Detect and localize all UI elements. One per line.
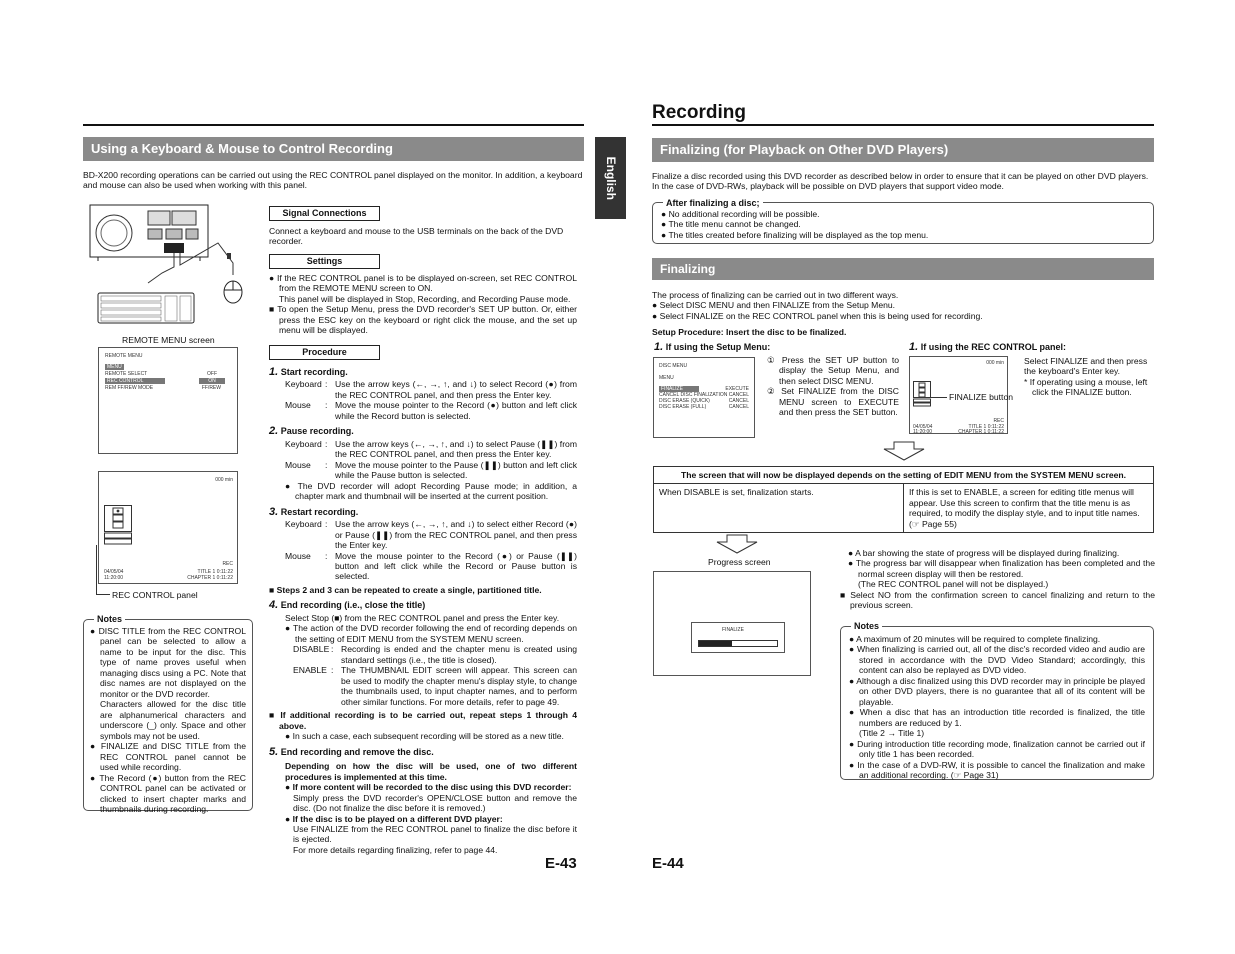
finalizing-item: ● Select FINALIZE on the REC CONTROL panel when this is being used for recording. bbox=[652, 310, 983, 321]
step-3-note: ■ Steps 2 and 3 can be repeated to create a single, partitioned title. bbox=[269, 584, 542, 595]
rec-panel-leader bbox=[96, 545, 97, 594]
mouse-icon bbox=[222, 278, 244, 304]
disc-row-value: CANCEL bbox=[728, 404, 749, 411]
progress-info bbox=[840, 548, 1155, 611]
disc-row-label: CANCEL DISC FINALIZATION bbox=[659, 392, 728, 399]
right-intro: Finalize a disc recorded using this DVD recorder as described below in order to ensure that it can be played on other DVD players. In the case of DVD-RWs, playback will be possible on DVD players that support video mode. bbox=[652, 171, 1149, 192]
rec-control-value: ON bbox=[199, 378, 225, 384]
left-intro: BD-X200 recording operations can be carried out using the REC CONTROL panel displayed on the monitor. In addition, a keyboard and mouse can also be used when working with this panel. bbox=[83, 170, 583, 191]
finalizing-intro: The process of finalizing can be carried out in two different ways. bbox=[652, 290, 899, 300]
after-finalizing-box bbox=[652, 198, 1154, 244]
procedure-label: Procedure bbox=[269, 345, 380, 360]
right-section-title: Finalizing (for Playback on Other DVD Players) bbox=[652, 138, 1154, 162]
progress-item: ● The progress bar will disappear when finalization has been completed and the normal screen display will then be restored. bbox=[848, 558, 1155, 579]
disc-row-value: CANCEL bbox=[728, 398, 749, 405]
left-notes-title: Notes bbox=[94, 614, 125, 625]
arrow-down-icon bbox=[882, 441, 926, 461]
small-screen-time: 11:20:00 bbox=[913, 429, 933, 435]
settings-item: This panel will be displayed in Stop, Recording, and Recording Pause mode. bbox=[279, 293, 571, 304]
note-item: ● FINALIZE and DISC TITLE from the REC CONTROL panel cannot be used while recording. bbox=[90, 741, 246, 773]
step-5-b2-text: Use FINALIZE from the REC CONTROL panel to finalize the disc before it is ejected. bbox=[293, 823, 577, 845]
method-2-text-block bbox=[1024, 356, 1155, 398]
method-1-steps bbox=[767, 355, 899, 418]
step-4-note-bullet: ● In such a case, each subsequent recording will be stored as a new title. bbox=[285, 731, 564, 742]
step-2-mouse: Mouse : Move the mouse pointer to the Pause (❚❚) button and left click while the Pause button is selected. bbox=[285, 459, 577, 481]
method-2-note: * If operating using a mouse, left click the FINALIZE button. bbox=[1024, 376, 1148, 398]
rec-screen-title: TITLE 1 0:11:22 bbox=[197, 569, 233, 575]
note-item: ● DISC TITLE from the REC CONTROL panel can be selected to allow a name to be input for the disc. This type of name proves useful when managing discs using a PC. Note that disc names are not displayed on the monitor or the DVD recorder. bbox=[90, 626, 246, 699]
keyboard-icon bbox=[97, 290, 197, 326]
method-1-step-2: ② Set FINALIZE from the DISC MENU screen to EXECUTE and then press the SET button. bbox=[767, 386, 899, 418]
finalize-button-label: FINALIZE button bbox=[949, 392, 1014, 402]
note-item: ● During introduction title recording mode, finalization cannot be carried out if only title 1 has been recorded. bbox=[849, 738, 1145, 760]
step-3-title: 3. Restart recording. bbox=[269, 505, 359, 518]
progress-caption: Progress screen bbox=[708, 557, 771, 567]
right-top-rule bbox=[652, 124, 1154, 126]
right-notes bbox=[840, 621, 1154, 781]
finalize-leader bbox=[925, 397, 947, 398]
note-item: Characters allowed for the disc title are alphanumerical characters and underscore (_) only. Space and other symbols may not be used. bbox=[100, 699, 246, 741]
rec-screen-rec: REC bbox=[222, 561, 233, 567]
right-page-number: E-44 bbox=[652, 855, 684, 872]
settings-label: Settings bbox=[269, 254, 380, 269]
step-5-b1-text: Simply press the DVD recorder's OPEN/CLOSE button and remove the disc. (Do not finalize the disc before it is removed.) bbox=[293, 792, 577, 814]
finalizing-intro-block bbox=[652, 290, 1154, 321]
small-screen-title: TITLE 1 0:11:22 bbox=[968, 424, 1004, 430]
menu-chip: MENU bbox=[107, 364, 122, 371]
note-item: ● A maximum of 20 minutes will be required to complete finalizing. bbox=[849, 634, 1101, 644]
step-1-keyboard: Keyboard : Use the arrow keys (←, →, ↑, and ↓) to select Record (●) from the REC CONTROL panel, and then press the Enter key. bbox=[285, 379, 577, 400]
rec-control-label: REC CONTROL bbox=[105, 378, 165, 384]
step-5-intro: Depending on how the disc will be used, one of two different procedures is implemented at this time. bbox=[285, 761, 577, 782]
disc-row-label: DISC ERASE (QUICK) bbox=[659, 398, 710, 405]
progress-item: (The REC CONTROL panel will not be displayed.) bbox=[858, 579, 1049, 590]
small-screen-rec: REC bbox=[993, 418, 1004, 424]
page-title: Recording bbox=[652, 102, 746, 123]
rem-ffrew-value: FF/REW bbox=[201, 385, 221, 392]
progress-fill bbox=[699, 641, 732, 646]
rem-ffrew-label: REM FF/REW MODE bbox=[105, 385, 154, 392]
disc-menu-sub: MENU bbox=[659, 375, 674, 382]
rec-screen-date: 04/05/04 bbox=[104, 569, 124, 575]
small-screen-minutes: 000 min bbox=[986, 360, 1004, 366]
step-3-mouse: Mouse : Move the mouse pointer to the Record (●) or Pause (❚❚) button and left click while the Record or Pause button is selected. bbox=[285, 550, 577, 582]
table-enable-cell: If this is set to ENABLE, a screen for editing title menus will appear. Use this screen to confirm that the title menu is as required, to modify the display style, and to input title names. (☞ Page 55) bbox=[904, 484, 1154, 533]
left-notes bbox=[83, 614, 253, 815]
after-item: ● The title menu cannot be changed. bbox=[661, 219, 801, 230]
after-item: ● The titles created before finalizing will be displayed as the top menu. bbox=[661, 229, 929, 240]
step-2-keyboard: Keyboard : Use the arrow keys (←, →, ↑, and ↓) to select Pause (❚❚) from the REC CONTROL panel, and then press the Enter key. bbox=[285, 438, 577, 460]
step-4-note: ■ If additional recording is to be carried out, repeat steps 1 through 4 above. bbox=[269, 710, 577, 731]
step-5-b2-text2: For more details regarding finalizing, refer to page 44. bbox=[293, 844, 498, 855]
step-5-b2-head: ● If the disc is to be played on a different DVD player: bbox=[285, 813, 503, 824]
disc-row-value: CANCEL bbox=[728, 392, 749, 399]
right-notes-title: Notes bbox=[851, 621, 882, 632]
step-3-keyboard: Keyboard : Use the arrow keys (←, →, ↑, and ↓) to select either Record (●) or Pause (❚❚) from the REC CONTROL panel, and then press the Enter key. bbox=[285, 519, 577, 551]
rec-panel-caption: REC CONTROL panel bbox=[112, 590, 198, 600]
remote-menu-caption: REMOTE MENU screen bbox=[122, 335, 215, 345]
note-item: ● When finalizing is carried out, all of the disc's recorded video and audio are stored in accordance with the DVD Video Standard; accordingly, this content can also be replayed as DVD video. bbox=[849, 644, 1145, 676]
arrow-down-icon bbox=[715, 534, 759, 554]
table-disable-cell: When DISABLE is set, finalization starts. bbox=[654, 484, 904, 533]
remote-menu-title: REMOTE MENU bbox=[105, 353, 143, 359]
rec-panel-leader-h bbox=[96, 594, 110, 595]
method-2-text: Select FINALIZE and then press the keyboard's Enter key. bbox=[1024, 356, 1148, 377]
rec-screen-minutes: 000 min bbox=[215, 477, 233, 483]
after-finalizing-title: After finalizing a disc; bbox=[663, 198, 763, 209]
note-item: (Title 2 → Title 1) bbox=[859, 728, 925, 739]
step-2-bullet: ● The DVD recorder will adopt Recording Pause mode; in addition, a chapter mark and thumbnail will be inserted at the current position. bbox=[285, 480, 577, 502]
signal-text: Connect a keyboard and mouse to the USB terminals on the back of the DVD recorder. bbox=[269, 226, 564, 247]
step-4-bullet: ● The action of the DVD recorder following the end of recording depends on the setting of EDIT MENU from the SYSTEM MENU screen. bbox=[285, 623, 577, 644]
step-5-title: 5. End recording and remove the disc. bbox=[269, 745, 434, 758]
progress-cancel: ■ Select NO from the confirmation screen to cancel finalizing and return to the previous screen. bbox=[840, 589, 1155, 611]
settings-list bbox=[269, 273, 577, 336]
note-item: ● Although a disc finalized using this DVD recorder may in principle be played on other DVD players, there is no guarantee that all of its content will be playable. bbox=[849, 675, 1145, 707]
small-rec-panel-icon bbox=[913, 381, 931, 407]
edit-menu-table bbox=[653, 466, 1154, 533]
settings-item: ● If the REC CONTROL panel is to be displayed on-screen, set REC CONTROL from the REMOTE MENU screen to ON. bbox=[269, 273, 577, 294]
finalizing-subtitle: Finalizing bbox=[652, 258, 1154, 280]
step-4-enable: ENABLE : The THUMBNAIL EDIT screen will appear. This screen can be used to modify the chapter menu's display style, to change the thumbnails used, to input chapter names, and to perform other similar functions. For more details, refer to page 49. bbox=[293, 665, 577, 707]
note-item: ● When a disc that has an introduction title recorded is finalized, the title numbers are reduced by 1. bbox=[849, 707, 1145, 728]
progress-track bbox=[698, 640, 778, 647]
setup-procedure: Setup Procedure: Insert the disc to be finalized. bbox=[652, 327, 847, 337]
remote-select-label: REMOTE SELECT bbox=[105, 371, 148, 378]
progress-item: ● A bar showing the state of progress will be displayed during finalizing. bbox=[848, 548, 1120, 558]
step-4-title: 4. End recording (i.e., close the title) bbox=[269, 599, 426, 612]
rec-control-panel-icon bbox=[104, 505, 132, 545]
disc-row-label: DISC ERASE (FULL) bbox=[659, 404, 707, 411]
rec-screen-time: 11:20:00 bbox=[104, 575, 124, 581]
step-5-b1-head: ● If more content will be recorded to the disc using this DVD recorder: bbox=[285, 782, 572, 793]
step-1-title: 1. Start recording. bbox=[269, 366, 348, 378]
signal-connections-label: Signal Connections bbox=[269, 206, 380, 221]
disc-row-value: EXECUTE bbox=[725, 386, 749, 393]
remote-select-value: OFF bbox=[207, 371, 217, 378]
step-4-disable: DISABLE : Recording is ended and the chapter menu is created using standard settings (i.e., the title is closed). bbox=[293, 644, 577, 665]
progress-label: FINALIZE bbox=[722, 627, 744, 633]
method-1-step-1: ① Press the SET UP button to display the Setup Menu, and then select DISC MENU. bbox=[767, 355, 899, 386]
left-page-number: E-43 bbox=[545, 855, 577, 872]
step-4-line: Select Stop (■) from the REC CONTROL panel and press the Enter key. bbox=[285, 612, 560, 623]
disc-menu-screen bbox=[653, 357, 755, 438]
method-2-title: 1. If using the REC CONTROL panel: bbox=[909, 341, 1067, 353]
remote-menu-screen bbox=[98, 347, 238, 454]
settings-item: ■ To open the Setup Menu, press the DVD recorder's SET UP button. Or, either press the ESC key on the keyboard or right click the mouse, and the set up menu will be displayed. bbox=[269, 304, 577, 336]
table-header: The screen that will now be displayed depends on the setting of EDIT MENU from the SYSTEM MENU screen. bbox=[654, 467, 1154, 484]
disc-menu-title: DISC MENU bbox=[659, 363, 688, 369]
english-tab: English bbox=[595, 137, 626, 219]
disc-row-label: FINALIZE bbox=[659, 386, 699, 392]
left-section-title: Using a Keyboard & Mouse to Control Recording bbox=[83, 137, 584, 161]
small-screen-date: 04/05/04 bbox=[913, 424, 933, 430]
progress-screen bbox=[653, 571, 811, 676]
left-top-rule bbox=[83, 124, 584, 126]
note-item: ● In the case of a DVD-RW, it is possible to cancel the finalization and make an additional recording. (☞ Page 31) bbox=[849, 759, 1145, 781]
step-2-title: 2. Pause recording. bbox=[269, 425, 354, 438]
finalizing-item: ● Select DISC MENU and then FINALIZE from the Setup Menu. bbox=[652, 300, 896, 311]
after-item: ● No additional recording will be possible. bbox=[661, 209, 820, 219]
rec-screen-chapter: CHAPTER 1 0:11:22 bbox=[187, 575, 233, 581]
step-1-mouse: Mouse : Move the mouse pointer to the Record (●) button and left click while the Record button is selected. bbox=[285, 400, 577, 421]
procedure-steps bbox=[269, 362, 577, 855]
note-item: ● The Record (●) button from the REC CONTROL panel can be activated or clicked to insert chapter marks and thumbnails during recording. bbox=[90, 772, 246, 815]
progress-box bbox=[691, 622, 785, 653]
rec-control-screen bbox=[98, 471, 238, 584]
small-screen-chapter: CHAPTER 1 0:11:22 bbox=[958, 429, 1004, 435]
method-1-title: 1. If using the Setup Menu: bbox=[654, 341, 771, 353]
